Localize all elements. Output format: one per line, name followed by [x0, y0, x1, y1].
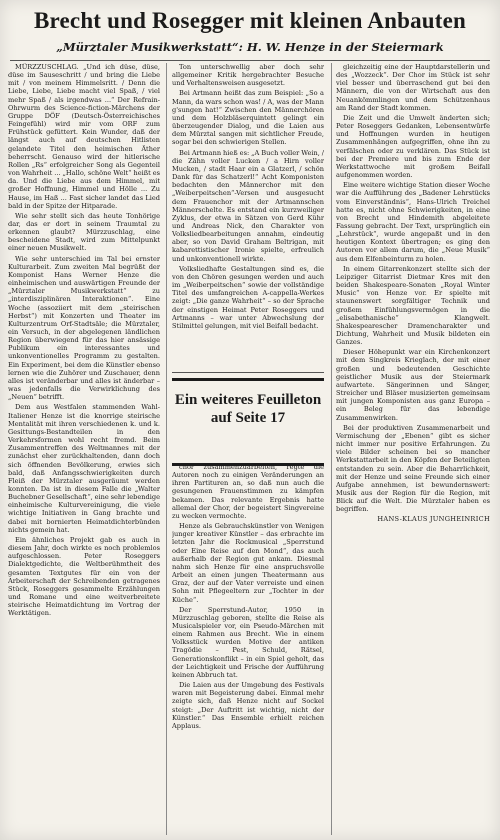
- article-column-3: [336, 63, 490, 835]
- headline: Brecht und Rosegger mit kleinen Anbauten: [33, 8, 467, 33]
- article-column-2: [172, 63, 324, 363]
- paragraph: Dieser Höhepunkt war ein Kirchenkonzert mit dem Singkreis Krieglach, der mit einer großen und bedeutenden Geschichte geistlicher Musik aus der Steiermark aufwartete. Sängerinnen und Sänger, Streicher und Bläser musizierten gemeinsam mit jungen Komponisten aus ganz Europa – ein Beleg für das lebendige Zusammenwirken.: [336, 348, 490, 422]
- paragraph: In einem Gitarrenkonzert stellte sich der Leipziger Gitarrist Dietmar Kres mit den beiden Shakespeare-Sonaten „Royal Winter Music“ von Henze vor. Er spielte mit staunenswert sorgfältiger Technik und großem Einfühlungsvermögen in die „elisabethanische“ Klangwelt. Shakespearescher Dramencharakter und Dichtung, Wahrheit und Musik bildeten ein Ganzes.: [336, 264, 490, 347]
- subheadline: „Mürztaler Musikwerkstatt“: H. W. Henze in der Steiermark: [56, 40, 444, 54]
- teaser-line-1: Ein weiteres Feuilleton: [174, 392, 322, 408]
- author-byline: HANS-KLAUS JUNGHEINRICH: [377, 515, 490, 524]
- paragraph: Volksliedhafte Gestaltungen sind es, die von den Chören gesungen werden und auch im „Weiberpeitschen“ sowie der vollständige Titel des umfangreichen A-cappella-Werkes zeigt: „Die ganze Wahrheit“ – so der Sprache der einstigen Heimat Peter Roseggers und Artmanns – war unter Abwechslung der Stilmittel gelungen, mit viel Beifall bedacht.: [172, 264, 324, 330]
- paragraph: Der Sperrstund-Autor, 1950 in Mürzzuschlag geboren, stellte die Reise als Musicalspieler vor, ein Pseudo-Märchen mit einem Rahmen aus Brecht. Wie in einem Volksstück wurden Motive der antiken Tragödie – Pest, Schuld, Rätsel, Generationskonflikt – in ein Spiel geholt, das der Leichtigkeit und Frische der Aufführung keinen Abbruch tat.: [172, 605, 324, 679]
- paragraph: Wie sehr unterschied im Tal bei ernster Kulturarbeit. Zum zweiten Mal begrüßt der Komponist Hans Werner Henze die einheimischen und auswärtigen Freunde der „Mürztaler Musikwerkstatt“ zu „interdisziplinären Interaktionen“. Eine Woche (assoziiert mit dem „steirischen Herbst“) mit Konzerten und Theater im Kulturzentrum Orf-Stadtsäle; die Mürztaler, ein Versuch, in der abgelegenen ländlichen Region überwiegend für das hier ansässige Publikum ein interessantes und unkonventionelles Programm zu gestalten. Ein Experiment, bei dem die Künstler ebenso lernen wie die Zuhörer und Zuschauer, denn alles ist veränderbar und alles ist änderbar – was jedenfalls die Verwirklichung des „Neuen“ betrifft.: [8, 254, 160, 402]
- column-divider: [331, 63, 332, 835]
- paragraph: Wie sehr stellt sich das heute Tonhörige dar, das er dort in seinem Traumtal zu erkennen glaubt? Mürzzuschlag, eine bescheidene Stadt, wird zum Mittelpunkt einer neuen Musikwelt.: [8, 211, 160, 253]
- paragraph: chor zusammenzuarbeiten, regte die Autoren noch zu einigen Veränderungen an ihren Partituren an, so daß nun auch die gesungenen Frauenstimmen zu kämpfen bekamen. Das relevante Ergebnis hatte allemal der Chor, der begeistert Singvereine zu wecken vermochte.: [172, 463, 324, 520]
- paragraph: Die Laien aus der Umgebung des Festivals waren mit Begeisterung dabei. Einmal mehr zeigte sich, daß Henze nicht auf Sockel steigt: „Der Auftritt ist wichtig, nicht der Künstler.“ Das Ensemble erhielt reichen Applaus.: [172, 681, 324, 730]
- feuilleton-teaser-box[interactable]: [172, 378, 324, 466]
- teaser-rule: [172, 372, 324, 373]
- paragraph: Ein ähnliches Projekt gab es auch in diesem Jahr, doch wirkte es noch problemlos aufgeschlossen. Peter Roseggers Dialektgedichte, die Weltberühmtheit des gesamten Textgutes für ein von der Arbeiterschaft der Schreibenden getragenes Stück, Roseggers gesammelte Erzählungen und Romane und eine weitverbreitete steirische Heimatdichtung im Vortrag der Werktätigen.: [8, 535, 160, 618]
- paragraph: gleichzeitig eine der Hauptdarstellerin und des „Wozzeck“. Der Chor im Stück ist sehr viel besser und überraschend gut bei den Männern, die von der Wirtschaft aus den Neuankömmlingen und dem Schützenhaus am Rand der Stadt kommen.: [336, 63, 490, 112]
- paragraph: Bei der produktiven Zusammenarbeit und Vermischung der „Ebenen“ gibt es sicher nicht immer nur positive Erfahrungen. Zu viele Bilder scheinen bei so mancher Werkstattarbeit in den Köpfen der Beteiligten entstanden zu sein. Aber die Beharrlichkeit, mit der Henze und seine Freunde sich einer Aufgabe annehmen, ist bewundernswert: Musik aus der Region für die Region, mit Blick auf die Welt. Die Mürztaler haben es begriffen.: [336, 423, 490, 514]
- paragraph: Die Zeit und die Umwelt änderten sich; Peter Roseggers Gedanken, Lebensentwürfe und Hoffnungen wurden in heutigen Zusammenhängen aufgegriffen, ohne ihn zu verfälschen oder zu verklären. Das Stück ist bei der Premiere und bis zum Ende der Werkstattwoche mit großem Beifall aufgenommen worden.: [336, 113, 490, 180]
- paragraph: Ton unterschwellig aber doch sehr allgemeiner Kritik hergebrachter Besuche und Verhaltensweisen ausgesetzt.: [172, 63, 324, 88]
- header-rule: [10, 60, 490, 61]
- paragraph: Henze als Gebrauchskünstler von Wenigen junger kreativer Künstler – das erbrachte im letzten Jahr die Rockmusical „Sperrstund oder Eine Reise auf den Mond“, das auch außerhalb der Region gut ankam. Diesmal nahm sich Henze für eine anspruchsvolle Arbeit an einen jungen Theatermann aus Graz, der auf der Vater verreiste und einen Sohn mit Pflegeeltern zur „Tochter in der Küche“.: [172, 522, 324, 604]
- paragraph: Bei Artmann hieß es: „A Buch voller Wein, / die Zähn voller Lucken / a Hirn voller Mucken, / stadt Haar ein a Glatzerl, / schön Dank für das Schatzerl!“ Acht Komponisten bedachten den Männerchor mit den „Weiberpeitschen“-Versen und ausgesucht dem Frauenchor mit der Artmannschen Männerschelte. Es entstand ein kurzweiliger Zyklus, der etwa in Sätzen von Gerd Kühr und Andreas Nick, den Charakter von Volksliedbearbeitungen annahm, eindeutig aber, so von David Graham Beltrigan, mit kabarettistischer Ironie spielte, erfreulich und unkonventionell wirkte.: [172, 148, 324, 263]
- paragraph: MÜRZZUSCHLAG. „Und ich düse, düse, düse im Sauseschritt / und bring die Liebe mit / von meinem Himmelsritt. / Denn die Liebe, Liebe, Liebe macht viel Spaß, / viel mehr Spaß / als irgendwas ...“ Der Refrain-Ohrwurm des Science-fiction-Märchens der Gruppe DÖF (Deutsch-Österreichisches Feingefühl) wird mir vom ORF zum Frühstück gefüttert. Kein Wunder, daß der längst auch auf deutschen Hitlisten gelandete Titel den heimischen Äther beherrscht. Genauso wird der hitlerische Rollen „Rs“ erfolgreicher Song als Gegenteil von Wahrheit ... „Hallo, schöne Welt“ heißt es da. Und die Liebe aus dem Himmel, mit großer Hoffnung, Himmel und Hölle ... Zu Hause, im Haß ... Fast sicher landet das Lied bald in der Spitze der Hitparade.: [8, 63, 160, 210]
- article-column-1: [8, 63, 160, 835]
- paragraph: Eine weitere wichtige Station dieser Woche war die Aufführung des „Badener Lehrstücks vom Einverständnis“, Hans-Ulrich Treichel hatte es, nicht ohne Schwierigkeiten, in eine von Brecht und Hindemith abgeleitete Fassung gebracht. Der Text, ursprünglich ein „Lehrstück“, wurde angepaßt und in den heutigen Kontext übertragen; es ging den Autoren vor allem darum, die „Neue Musik“ aus dem Elfenbeinturm zu holen.: [336, 181, 490, 263]
- teaser-line-2: auf Seite 17: [210, 410, 286, 426]
- paragraph: Dem aus Westfalen stammenden Wahl-Italiener Henze ist die knorrige steirische Mentalität mit ihren verschiedenen k. und k. Gesittungs-Bestandteilen in den Verkehrsformen wohl recht fremd. Beim Zusammentreffen des Weltmannes mit der zunächst eher zurückhaltenden, dann doch sich öffnenden Bevölkerung, erwies sich bald, daß Anfangsschwierigkeiten durch Fleiß der Mürztaler ausgeräumt werden konnten. Da ist in diesem Falle die „Walter Buchebner Gesellschaft“, eine sehr lebendige einheimische Kulturvereinigung, die viele wichtige Initiativen in Gang brachte und dabei mit bornierten Heimatdichterbünden nichts gemein hat.: [8, 403, 160, 534]
- article-column-2-continued: [172, 463, 324, 835]
- column-divider: [166, 63, 167, 835]
- paragraph: Bei Artmann heißt das zum Beispiel: „So a Mann, da wars schon was! / A, was der Mann g'sungen hat!“ Zwischen den Männerchören und dem Holzbläserquintett gelingt ein überzeugender Dialog, und die Laien aus dem Mürztal sangen mit sichtlicher Freude, sogar bei den schwierigen Stellen.: [172, 89, 324, 147]
